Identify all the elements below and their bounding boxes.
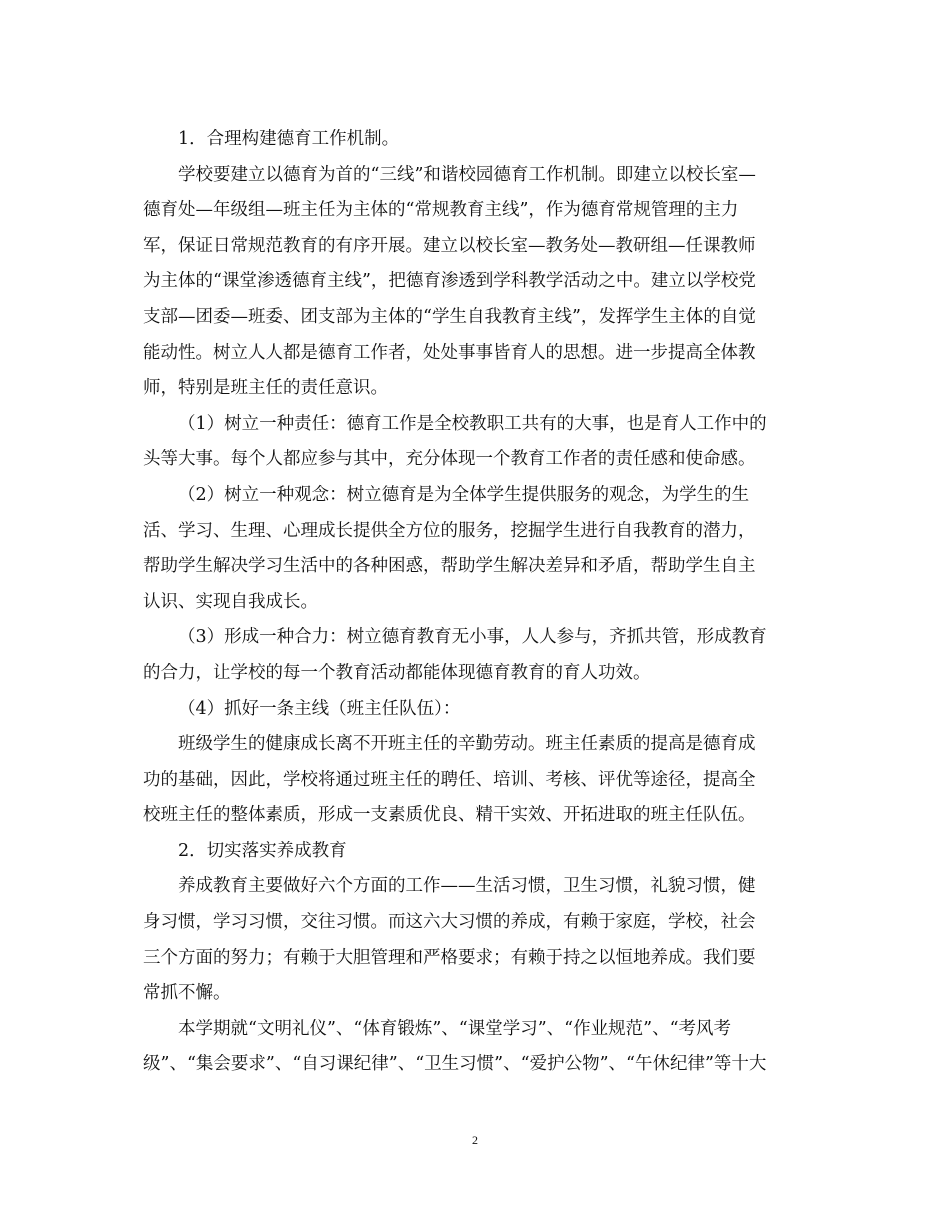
paragraph-concept (143, 478, 808, 620)
text-line: 1．合理构建德育工作机制。 (178, 129, 400, 149)
paragraph-three-lines (143, 158, 808, 407)
text-line: 2．切实落实养成教育 (178, 840, 347, 861)
heading-mechanism (143, 122, 808, 158)
text-line: 校班主任的整体素质，形成一支素质优良、精干实效、开拓进取的班主任队伍。 (143, 805, 756, 826)
text-line: 学校要建立以德育为首的“三线”和谐校园德育工作机制。即建立以校长室— (178, 164, 756, 185)
text-line: 三个方面的努力；有赖于大胆管理和严格要求；有赖于持之以恒地养成。我们要 (143, 947, 756, 968)
text-line: 德育处—年级组—班主任为主体的“常规教育主线”，作为德育常规管理的主力 (143, 200, 739, 221)
text-line: （2）树立一种观念：树立德育是为全体学生提供服务的观念，为学生的生 (178, 484, 750, 505)
paragraph-main-line (143, 692, 808, 728)
text-line: （4）抓好一条主线（班主任队伍）： (178, 698, 461, 719)
text-line: 养成教育主要做好六个方面的工作——生活习惯，卫生习惯，礼貌习惯，健 (178, 876, 756, 897)
heading-habit-education (143, 834, 808, 870)
paragraph-class-teacher (143, 727, 808, 834)
text-line: 班级学生的健康成长离不开班主任的辛勤劳动。班主任素质的提高是德育成 (178, 734, 756, 755)
text-line: 功的基础，因此，学校将通过班主任的聘任、培训、考核、评优等途径，提高全 (143, 769, 756, 790)
paragraph-responsibility (143, 407, 808, 478)
paragraph-six-habits (143, 869, 808, 1011)
text-line: 的合力，让学校的每一个教育活动都能体现德育教育的育人功效。 (143, 662, 651, 683)
text-line: 本学期就“文明礼仪”、“体育锻炼”、“课堂学习”、“作业规范”、“考风考 (178, 1018, 732, 1039)
text-line: 活、学习、生理、心理成长提供全方位的服务，挖掘学生进行自我教育的潜力， (143, 520, 756, 541)
text-line: 帮助学生解决学习生活中的各种困惑，帮助学生解决差异和矛盾，帮助学生自主 (143, 556, 756, 577)
page-number: 2 (472, 1133, 478, 1147)
text-line: 级”、“集会要求”、“自习课纪律”、“卫生习惯”、“爱护公物”、“午休纪律”等十大 (143, 1054, 767, 1075)
text-line: 能动性。树立人人都是德育工作者，处处事事皆育人的思想。进一步提高全体教 (143, 342, 756, 363)
text-line: 支部—团委—班委、团支部为主体的“学生自我教育主线”，发挥学生主体的自觉 (143, 306, 756, 327)
text-line: 师，特别是班主任的责任意识。 (143, 378, 388, 399)
text-line: 军，保证日常规范教育的有序开展。建立以校长室—教务处—教研组—任课教师 (143, 235, 756, 256)
document-body (143, 122, 808, 1083)
text-line: （1）树立一种责任：德育工作是全校教职工共有的大事，也是育人工作中的 (178, 413, 767, 434)
text-line: 常抓不懈。 (143, 983, 231, 1004)
paragraph-synergy (143, 620, 808, 691)
text-line: 身习惯，学习习惯，交往习惯。而这六大习惯的养成，有赖于家庭，学校，社会 (143, 912, 756, 933)
text-line: （3）形成一种合力：树立德育教育无小事，人人参与，齐抓共管，形成教育 (178, 627, 767, 648)
text-line: 头等大事。每个人都应参与其中，充分体现一个教育工作者的责任感和使命感。 (143, 449, 756, 470)
text-line: 认识、实现自我成长。 (143, 591, 318, 612)
paragraph-semester-focus (143, 1012, 808, 1083)
text-line: 为主体的“课堂渗透德育主线”，把德育渗透到学科教学活动之中。建立以学校党 (143, 271, 756, 292)
